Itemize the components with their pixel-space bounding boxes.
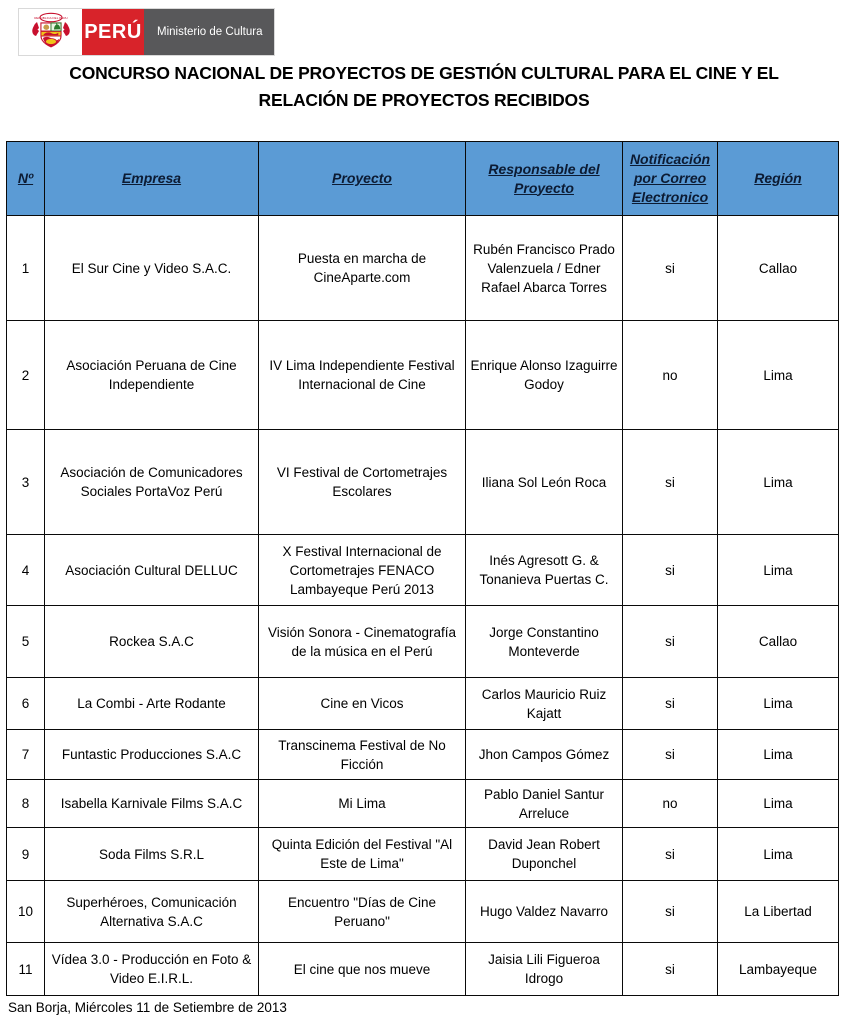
cell-region: Lima xyxy=(718,535,839,606)
cell-region: Lima xyxy=(718,828,839,881)
cell-notificacion: no xyxy=(623,321,718,430)
page-title-line-2: RELACIÓN DE PROYECTOS RECIBIDOS xyxy=(258,90,590,110)
cell-empresa: La Combi - Arte Rodante xyxy=(45,678,259,730)
cell-proyecto: Encuentro "Días de Cine Peruano" xyxy=(259,881,466,943)
cell-proyecto: Transcinema Festival de No Ficción xyxy=(259,730,466,780)
cell-empresa: Rockea S.A.C xyxy=(45,606,259,678)
table-header xyxy=(7,142,839,216)
cell-empresa: Isabella Karnivale Films S.A.C xyxy=(45,780,259,828)
cell-region: Lima xyxy=(718,780,839,828)
table-row xyxy=(7,943,839,996)
cell-region: Lima xyxy=(718,678,839,730)
column-header-responsable: Responsable del Proyecto xyxy=(466,142,623,216)
ministry-logo-bar xyxy=(18,8,275,56)
cell-region: Lima xyxy=(718,730,839,780)
cell-empresa: El Sur Cine y Video S.A.C. xyxy=(45,216,259,321)
cell-empresa: Asociación de Comunicadores Sociales PortaVoz Perú xyxy=(45,430,259,535)
cell-proyecto: VI Festival de Cortometrajes Escolares xyxy=(259,430,466,535)
table-row xyxy=(7,216,839,321)
column-header-empresa: Empresa xyxy=(45,142,259,216)
table-row xyxy=(7,828,839,881)
cell-empresa: Asociación Peruana de Cine Independiente xyxy=(45,321,259,430)
cell-responsable: Carlos Mauricio Ruiz Kajatt xyxy=(466,678,623,730)
cell-numero: 3 xyxy=(7,430,45,535)
cell-responsable: Jhon Campos Gómez xyxy=(466,730,623,780)
cell-region: Lima xyxy=(718,430,839,535)
table-body xyxy=(7,216,839,996)
ministry-name-cell xyxy=(144,9,274,55)
cell-region: Lambayeque xyxy=(718,943,839,996)
cell-numero: 2 xyxy=(7,321,45,430)
cell-responsable: Hugo Valdez Navarro xyxy=(466,881,623,943)
table-row xyxy=(7,606,839,678)
column-header-numero: Nº xyxy=(7,142,45,216)
peru-label: PERÚ xyxy=(84,20,142,43)
cell-notificacion: si xyxy=(623,730,718,780)
cell-responsable: David Jean Robert Duponchel xyxy=(466,828,623,881)
peru-coat-of-arms-icon xyxy=(30,12,72,52)
cell-notificacion: si xyxy=(623,535,718,606)
cell-numero: 5 xyxy=(7,606,45,678)
cell-proyecto: El cine que nos mueve xyxy=(259,943,466,996)
projects-table xyxy=(6,141,839,996)
table-row xyxy=(7,780,839,828)
cell-notificacion: si xyxy=(623,606,718,678)
table-row xyxy=(7,321,839,430)
footer-place-date: San Borja, Miércoles 11 de Setiembre de 2013 xyxy=(8,1000,287,1015)
cell-region: Lima xyxy=(718,321,839,430)
page-title xyxy=(18,60,830,114)
cell-empresa: Superhéroes, Comunicación Alternativa S.A.C xyxy=(45,881,259,943)
cell-numero: 10 xyxy=(7,881,45,943)
svg-text:REPUBLICA DEL PERU: REPUBLICA DEL PERU xyxy=(33,16,68,20)
cell-proyecto: Puesta en marcha de CineAparte.com xyxy=(259,216,466,321)
cell-responsable: Enrique Alonso Izaguirre Godoy xyxy=(466,321,623,430)
cell-numero: 4 xyxy=(7,535,45,606)
cell-empresa: Vídea 3.0 - Producción en Foto & Video E.I.R.L. xyxy=(45,943,259,996)
cell-notificacion: si xyxy=(623,943,718,996)
ministry-label: Ministerio de Cultura xyxy=(157,26,263,38)
cell-region: La Libertad xyxy=(718,881,839,943)
column-header-notificacion: Notificación por Correo Electronico xyxy=(623,142,718,216)
table-row xyxy=(7,881,839,943)
cell-responsable: Jorge Constantino Monteverde xyxy=(466,606,623,678)
table-row xyxy=(7,678,839,730)
peru-wordmark-cell xyxy=(82,9,144,55)
cell-notificacion: si xyxy=(623,828,718,881)
cell-empresa: Funtastic Producciones S.A.C xyxy=(45,730,259,780)
column-header-proyecto: Proyecto xyxy=(259,142,466,216)
cell-empresa: Soda Films S.R.L xyxy=(45,828,259,881)
cell-numero: 8 xyxy=(7,780,45,828)
cell-numero: 7 xyxy=(7,730,45,780)
table-row xyxy=(7,535,839,606)
cell-responsable: Jaisia Lili Figueroa Idrogo xyxy=(466,943,623,996)
cell-responsable: Pablo Daniel Santur Arreluce xyxy=(466,780,623,828)
cell-notificacion: si xyxy=(623,216,718,321)
cell-proyecto: Visión Sonora - Cinematografía de la música en el Perú xyxy=(259,606,466,678)
cell-responsable: Iliana Sol León Roca xyxy=(466,430,623,535)
cell-responsable: Inés Agresott G. & Tonanieva Puertas C. xyxy=(466,535,623,606)
cell-notificacion: si xyxy=(623,430,718,535)
cell-numero: 1 xyxy=(7,216,45,321)
cell-numero: 9 xyxy=(7,828,45,881)
cell-proyecto: Cine en Vicos xyxy=(259,678,466,730)
table-row xyxy=(7,430,839,535)
cell-region: Callao xyxy=(718,216,839,321)
cell-numero: 6 xyxy=(7,678,45,730)
cell-proyecto: Mi Lima xyxy=(259,780,466,828)
cell-proyecto: IV Lima Independiente Festival Internacional de Cine xyxy=(259,321,466,430)
table-header-row xyxy=(7,142,839,216)
cell-region: Callao xyxy=(718,606,839,678)
cell-responsable: Rubén Francisco Prado Valenzuela / Edner Rafael Abarca Torres xyxy=(466,216,623,321)
page-title-line-1: CONCURSO NACIONAL DE PROYECTOS DE GESTIÓN CULTURAL PARA EL CINE Y EL xyxy=(69,63,779,83)
cell-notificacion: si xyxy=(623,881,718,943)
cell-notificacion: si xyxy=(623,678,718,730)
cell-empresa: Asociación Cultural DELLUC xyxy=(45,535,259,606)
projects-table-container xyxy=(6,141,838,996)
cell-proyecto: Quinta Edición del Festival "Al Este de Lima" xyxy=(259,828,466,881)
cell-notificacion: no xyxy=(623,780,718,828)
table-row xyxy=(7,730,839,780)
column-header-region: Región xyxy=(718,142,839,216)
cell-proyecto: X Festival Internacional de Cortometrajes FENACO Lambayeque Perú 2013 xyxy=(259,535,466,606)
coat-of-arms-cell xyxy=(19,9,82,55)
cell-numero: 11 xyxy=(7,943,45,996)
